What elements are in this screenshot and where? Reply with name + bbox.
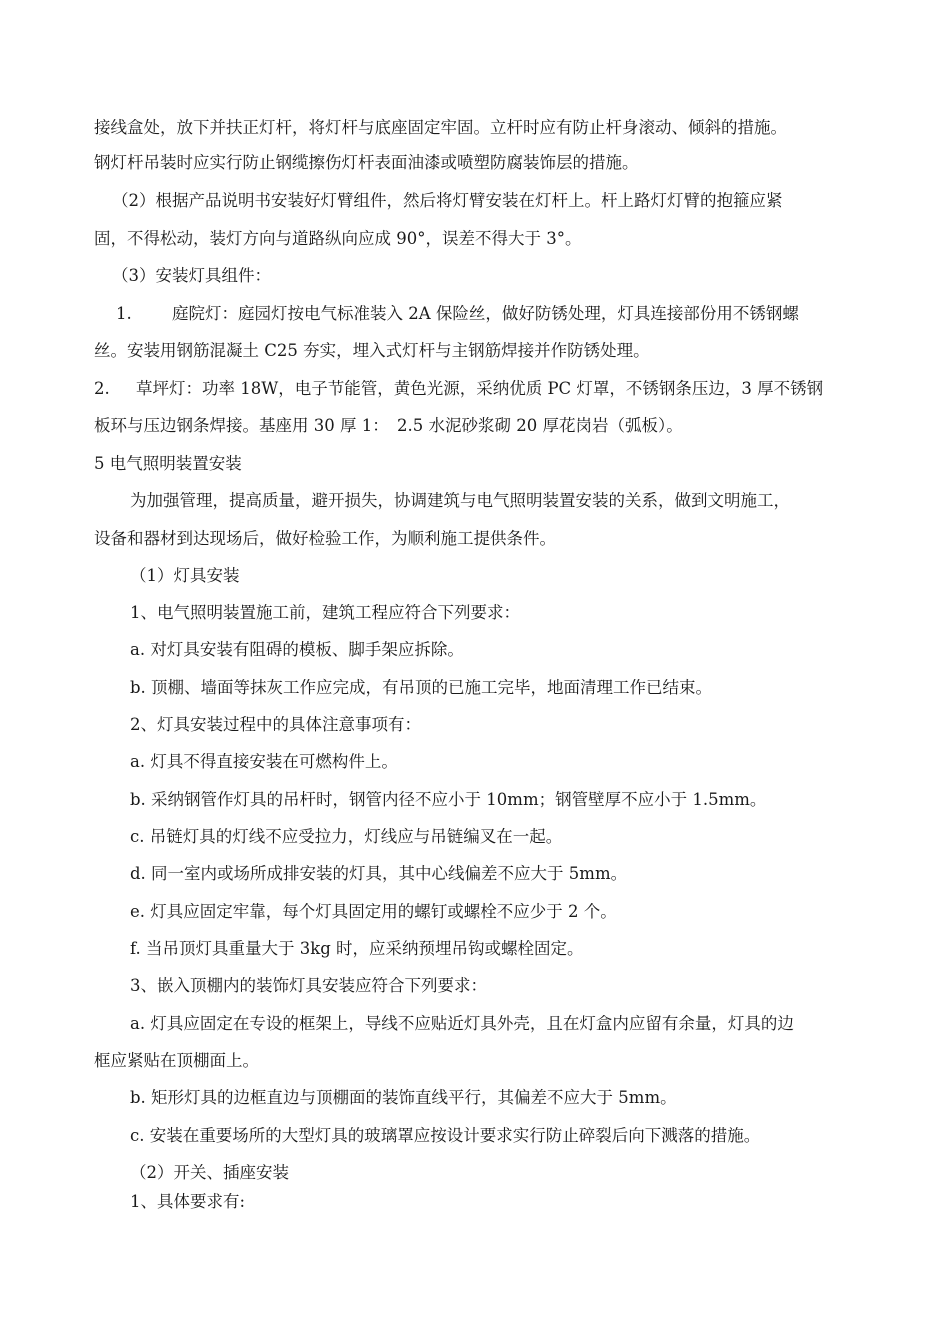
text-line: 框应紧贴在顶棚面上。 [94, 1051, 259, 1070]
subsection-heading: （1）灯具安装 [130, 566, 240, 585]
text-line: 接线盒处，放下并扶正灯杆，将灯杆与底座固定牢固。立杆时应有防止杆身滚动、倾斜的措施。 [94, 118, 787, 137]
text-line: 1、具体要求有: [130, 1192, 246, 1211]
text-line: c. 吊链灯具的灯线不应受拉力，灯线应与吊链编叉在一起。 [130, 827, 563, 846]
text-line: 板环与压边钢条焊接。基座用 30 厚 1： 2.5 水泥砂浆砌 20 厚花岗岩（弧板）。 [94, 416, 683, 435]
text-line: 为加强管理，提高质量，避开损失，协调建筑与电气照明装置安装的关系，做到文明施工， [130, 491, 790, 510]
section-heading: 5 电气照明装置安装 [94, 454, 242, 473]
text-line: 丝。安装用钢筋混凝土 C25 夯实，埋入式灯杆与主钢筋焊接并作防锈处理。 [94, 341, 650, 360]
text-line: a. 灯具应固定在专设的框架上，导线不应贴近灯具外壳，且在灯盒内应留有余量，灯具的边 [130, 1014, 794, 1033]
list-number: 2. [94, 379, 110, 398]
text-line: （2）根据产品说明书安装好灯臂组件，然后将灯臂安装在灯杆上。杆上路灯灯臂的抱箍应紧 [112, 191, 783, 210]
text-line: 草坪灯：功率 18W，电子节能管，黄色光源，采纳优质 PC 灯罩，不锈钢条压边，3 厚不锈钢 [136, 379, 824, 398]
subsection-heading: （2）开关、插座安装 [130, 1163, 289, 1182]
text-line: c. 安装在重要场所的大型灯具的玻璃罩应按设计要求实行防止碎裂后向下溅落的措施。 [130, 1126, 761, 1145]
text-line: 庭院灯：庭园灯按电气标准装入 2A 保险丝，做好防锈处理，灯具连接部份用不锈钢螺 [172, 304, 799, 323]
text-line: d. 同一室内或场所成排安装的灯具，其中心线偏差不应大于 5mm。 [130, 864, 628, 883]
text-line: b. 顶棚、墙面等抹灰工作应完成，有吊顶的已施工完毕，地面清理工作已结束。 [130, 678, 713, 697]
text-line: a. 对灯具安装有阻碍的模板、脚手架应拆除。 [130, 640, 464, 659]
text-line: （3）安装灯具组件： [112, 266, 271, 285]
text-line: b. 采纳钢管作灯具的吊杆时，钢管内径不应小于 10mm；钢管壁厚不应小于 1.5mm。 [130, 790, 767, 809]
text-line: 1、电气照明装置施工前，建筑工程应符合下列要求： [130, 603, 520, 622]
text-line: e. 灯具应固定牢靠，每个灯具固定用的螺钉或螺栓不应少于 2 个。 [130, 902, 617, 921]
text-line: 钢灯杆吊装时应实行防止钢缆擦伤灯杆表面油漆或喷塑防腐装饰层的措施。 [94, 153, 639, 172]
text-line: f. 当吊顶灯具重量大于 3kg 时，应采纳预埋吊钩或螺栓固定。 [130, 939, 584, 958]
text-line: 3、嵌入顶棚内的装饰灯具安装应符合下列要求： [130, 976, 487, 995]
text-line: 设备和器材到达现场后，做好检验工作，为顺利施工提供条件。 [94, 529, 556, 548]
text-line: 固，不得松动，装灯方向与道路纵向应成 90°，误差不得大于 3°。 [94, 229, 582, 248]
text-line: b. 矩形灯具的边框直边与顶棚面的装饰直线平行，其偏差不应大于 5mm。 [130, 1088, 677, 1107]
text-line: 2、灯具安装过程中的具体注意事项有： [130, 715, 421, 734]
text-line: a. 灯具不得直接安装在可燃构件上。 [130, 752, 398, 771]
list-number: 1. [116, 304, 132, 323]
